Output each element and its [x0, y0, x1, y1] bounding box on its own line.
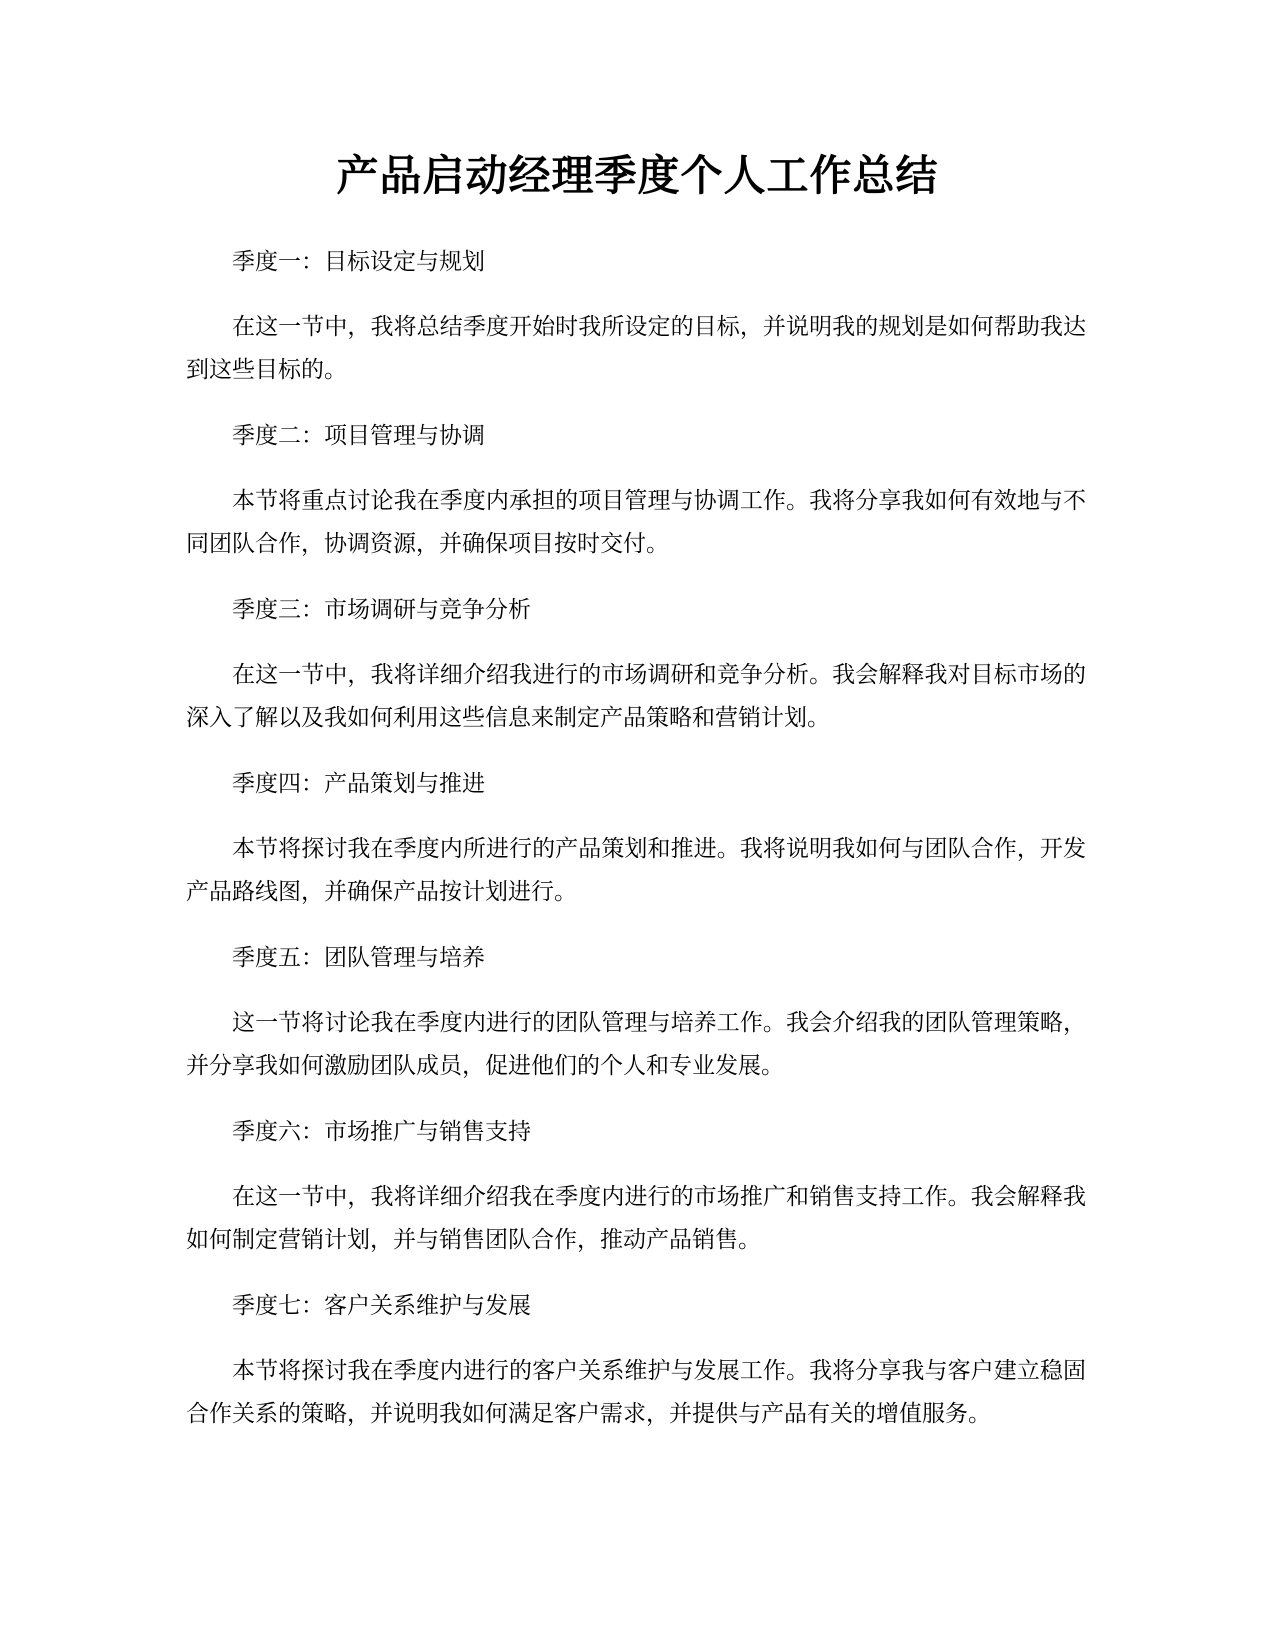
section-heading-5: 季度五：团队管理与培养 [232, 945, 485, 971]
section-heading-3: 季度三：市场调研与竞争分析 [232, 597, 531, 623]
section-heading-4: 季度四：产品策划与推进 [232, 771, 485, 797]
document-body [186, 246, 1086, 1464]
section-heading-7: 季度七：客户关系维护与发展 [232, 1293, 531, 1319]
section-body-3: 在这一节中，我将详细介绍我进行的市场调研和竞争分析。我会解释我对目标市场的深入了解以及我如何利用这些信息来制定产品策略和营销计划。 [186, 662, 1086, 731]
section-body-6: 在这一节中，我将详细介绍我在季度内进行的市场推广和销售支持工作。我会解释我如何制定营销计划，并与销售团队合作，推动产品销售。 [186, 1184, 1086, 1253]
section-body-7: 本节将探讨我在季度内进行的客户关系维护与发展工作。我将分享我与客户建立稳固合作关系的策略，并说明我如何满足客户需求，并提供与产品有关的增值服务。 [186, 1358, 1086, 1427]
document-title: 产品启动经理季度个人工作总结 [336, 151, 939, 200]
section-body-1: 在这一节中，我将总结季度开始时我所设定的目标，并说明我的规划是如何帮助我达到这些目标的。 [186, 314, 1086, 383]
section-heading-6: 季度六：市场推广与销售支持 [232, 1119, 531, 1145]
section-heading-1: 季度一：目标设定与规划 [232, 249, 485, 275]
section-body-2: 本节将重点讨论我在季度内承担的项目管理与协调工作。我将分享我如何有效地与不同团队合作，协调资源，并确保项目按时交付。 [186, 488, 1086, 557]
section-body-5: 这一节将讨论我在季度内进行的团队管理与培养工作。我会介绍我的团队管理策略，并分享我如何激励团队成员，促进他们的个人和专业发展。 [186, 1010, 1086, 1079]
section-body-4: 本节将探讨我在季度内所进行的产品策划和推进。我将说明我如何与团队合作，开发产品路线图，并确保产品按计划进行。 [186, 836, 1086, 905]
section-heading-2: 季度二：项目管理与协调 [232, 423, 485, 449]
